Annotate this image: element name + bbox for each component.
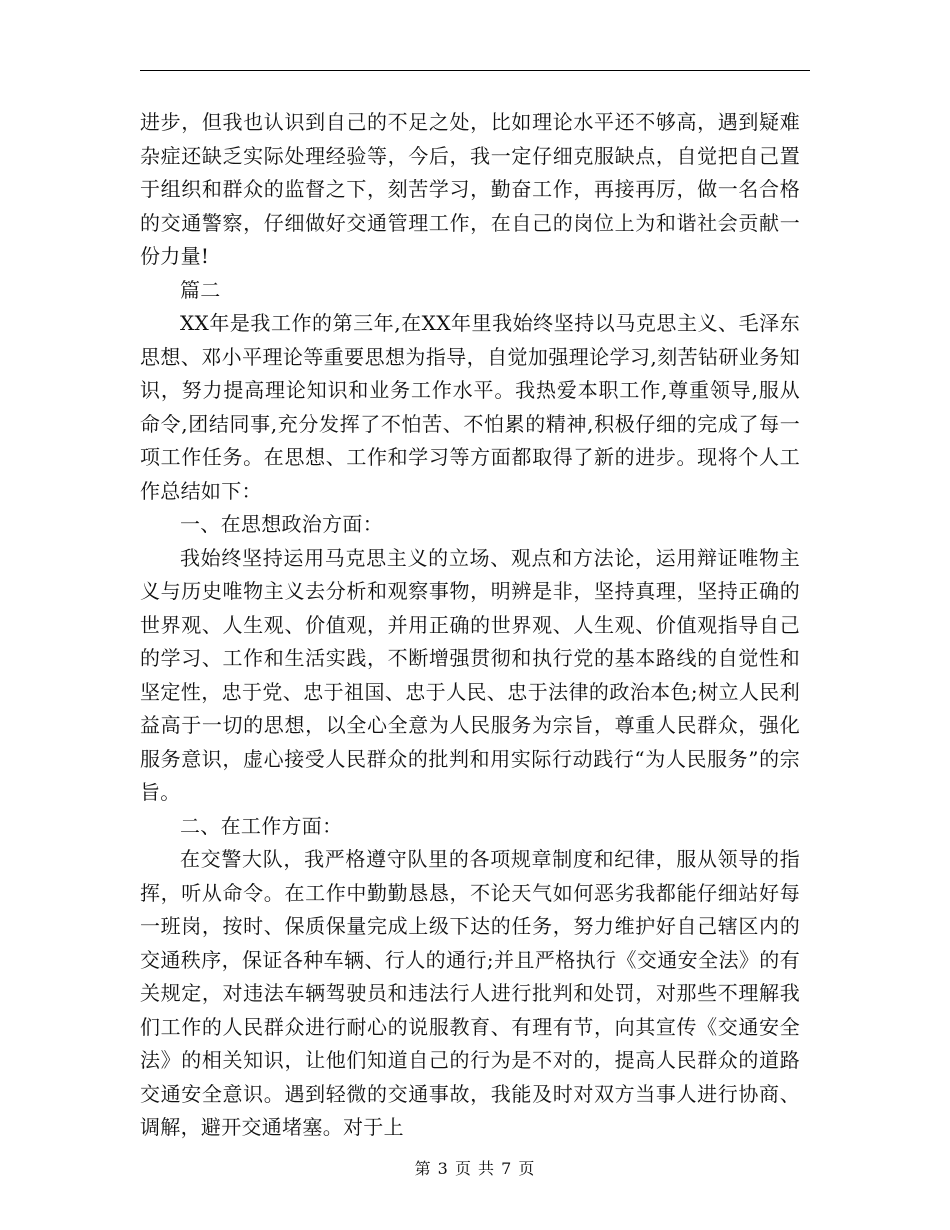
paragraph-work: 在交警大队，我严格遵守队里的各项规章制度和纪律，服从领导的指挥，听从命令。在工作中勤勤恳恳，不论天气如何恶劣我都能仔细站好每一班岗，按时、保质保量完成上级下达的任务，努力维护好自己辖区内的交通秩序，保证各种车辆、行人的通行;并且严格执行《交通安全法》的有关规定，对违法车辆驾驶员和违法行人进行批判和处罚，对那些不理解我们工作的人民群众进行耐心的说服教育、有理有节，向其宣传《交通安全法》的相关知识，让他们知道自己的行为是不对的，提高人民群众的道路交通安全意识。遇到轻微的交通事故，我能及时对双方当事人进行协商、调解，避开交通堵塞。对于上 [140,847,800,1139]
page-footer [0,1156,950,1179]
document-body [140,106,800,1145]
footer-total-pages: 7 [501,1159,513,1178]
paragraph-intro: XX年是我工作的第三年,在XX年里我始终坚持以马克思主义、毛泽东思想、邓小平理论等重要思想为指导，自觉加强理论学习,刻苦钻研业务知识，努力提高理论知识和业务工作水平。我热爱本职工作,尊重领导,服从命令,团结同事,充分发挥了不怕苦、不怕累的精神,积极仔细的完成了每一项工作任务。在思想、工作和学习等方面都取得了新的进步。现将个人工作总结如下： [140,311,800,503]
header-rule [140,70,810,71]
section-heading-work: 二、在工作方面： [180,813,343,838]
paragraph-politics: 我始终坚持运用马克思主义的立场、观点和方法论，运用辩证唯物主义与历史唯物主义去分析和观察事物，明辨是非，坚持真理，坚持正确的世界观、人生观、价值观，并用正确的世界观、人生观、价值观指导自己的学习、工作和生活实践，不断增强贯彻和执行党的基本路线的自觉性和坚定性，忠于党、忠于祖国、忠于人民、忠于法律的政治本色;树立人民利益高于一切的思想，以全心全意为人民服务为宗旨，尊重人民群众，强化服务意识，虚心接受人民群众的批判和用实际行动践行“为人民服务”的宗旨。 [140,545,800,804]
footer-middle: 页 共 [454,1159,496,1178]
section-title: 篇二 [180,277,221,302]
footer-current-page: 3 [437,1159,449,1178]
paragraph-continued: 进步，但我也认识到自己的不足之处，比如理论水平还不够高，遇到疑难杂症还缺乏实际处理经验等，今后，我一定仔细克服缺点，自觉把自己置于组织和群众的监督之下，刻苦学习，勤奋工作，再接再厉，做一名合格的交通警察，仔细做好交通管理工作，在自己的岗位上为和谐社会贡献一份力量! [140,110,800,268]
footer-prefix: 第 [414,1159,432,1178]
footer-suffix: 页 [518,1159,536,1178]
section-heading-politics: 一、在思想政治方面： [180,512,383,536]
